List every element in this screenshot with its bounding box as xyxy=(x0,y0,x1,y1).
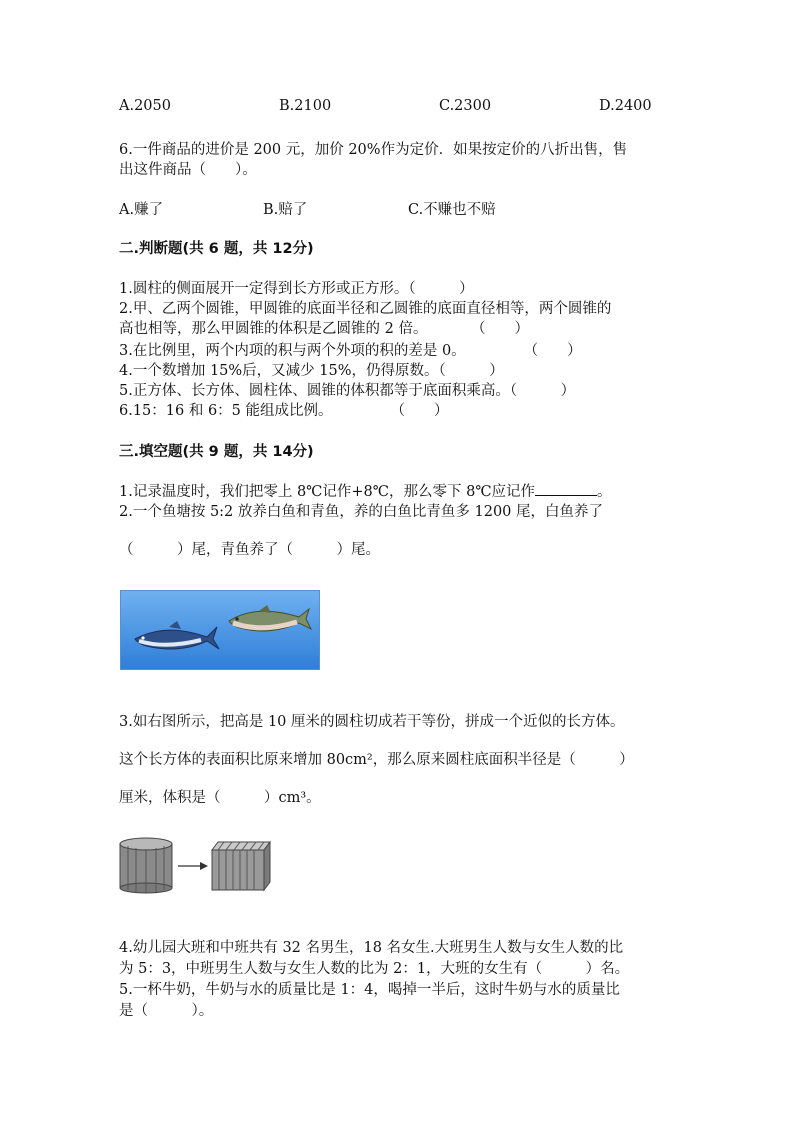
q6-text-line2: 出这件商品（ ）。 xyxy=(119,162,257,178)
tuna-fish-icon xyxy=(135,621,219,649)
fill-q4-line1: 4.幼儿园大班和中班共有 32 名男生，18 名女生.大班男生人数与女生人数的比 xyxy=(119,940,624,956)
fill-q3-line3: 厘米，体积是（ ）cm³。 xyxy=(119,790,321,806)
q5-option-b: B.2100 xyxy=(279,98,332,114)
fish-illustration xyxy=(121,591,319,669)
section2-heading: 二.判断题(共 6 题，共 12分) xyxy=(119,241,314,257)
judge-item-2a: 2.甲、乙两个圆锥，甲圆锥的底面半径和乙圆锥的底面直径相等，两个圆锥的 xyxy=(119,301,612,317)
judge-item-5: 5.正方体、长方体、圆柱体、圆锥的体积都等于底面积乘高。（ ） xyxy=(119,383,576,399)
fill-q3-line1: 3.如右图所示，把高是 10 厘米的圆柱切成若干等份，拼成一个近似的长方体。 xyxy=(119,714,625,730)
salmon-fish-icon xyxy=(229,605,311,631)
q5-option-d: D.2400 xyxy=(599,98,652,114)
judge-item-2b: 高也相等，那么甲圆锥的体积是乙圆锥的 2 倍。 （ ） xyxy=(119,321,529,337)
q5-option-c: C.2300 xyxy=(439,98,492,114)
judge-item-4: 4.一个数增加 15%后，又减少 15%，仍得原数。（ ） xyxy=(119,363,504,379)
fish-pond-image xyxy=(120,590,320,670)
q6-option-b: B.赔了 xyxy=(263,202,308,218)
cylinder-icon xyxy=(120,838,172,893)
fill-q1-text: 1.记录温度时，我们把零上 8℃记作+8℃，那么零下 8℃应记作 xyxy=(119,484,536,500)
judge-item-6: 6.15：16 和 6：5 能组成比例。 （ ） xyxy=(119,403,449,419)
section3-heading: 三.填空题(共 9 题，共 14分) xyxy=(119,444,314,460)
judge-item-1: 1.圆柱的侧面展开一定得到长方形或正方形。（ ） xyxy=(119,281,474,297)
fill-q2-line1: 2.一个鱼塘按 5:2 放养白鱼和青鱼，养的白鱼比青鱼多 1200 尾，白鱼养了 xyxy=(119,504,604,520)
answer-blank xyxy=(535,483,597,496)
fill-q1 xyxy=(119,480,612,501)
cylinder-to-cuboid-image xyxy=(118,836,274,894)
arrow-right-icon xyxy=(178,862,208,870)
fill-q2-line2: （ ）尾，青鱼养了（ ）尾。 xyxy=(119,542,380,558)
q6-option-c: C.不赚也不赔 xyxy=(408,202,496,218)
q6-text-line1: 6.一件商品的进价是 200 元，加价 20%作为定价．如果按定价的八折出售，售 xyxy=(119,142,628,158)
q6-option-a: A.赚了 xyxy=(119,202,164,218)
fill-q4-line2: 为 5：3，中班男生人数与女生人数的比为 2：1，大班的女生有（ ）名。 xyxy=(119,961,630,977)
fill-q5-line2: 是（ ）。 xyxy=(119,1003,214,1019)
fill-q1-end: 。 xyxy=(597,484,612,500)
cuboid-icon xyxy=(212,842,270,890)
fill-q5-line1: 5.一杯牛奶，牛奶与水的质量比是 1：4，喝掉一半后，这时牛奶与水的质量比 xyxy=(119,982,620,998)
fill-q3-line2: 这个长方体的表面积比原来增加 80cm²，那么原来圆柱底面积半径是（ ） xyxy=(119,752,634,768)
q5-option-a: A.2050 xyxy=(119,98,171,114)
judge-item-3: 3.在比例里，两个内项的积与两个外项的积的差是 0。 （ ） xyxy=(119,343,582,359)
cylinder-cuboid-illustration xyxy=(118,836,274,894)
